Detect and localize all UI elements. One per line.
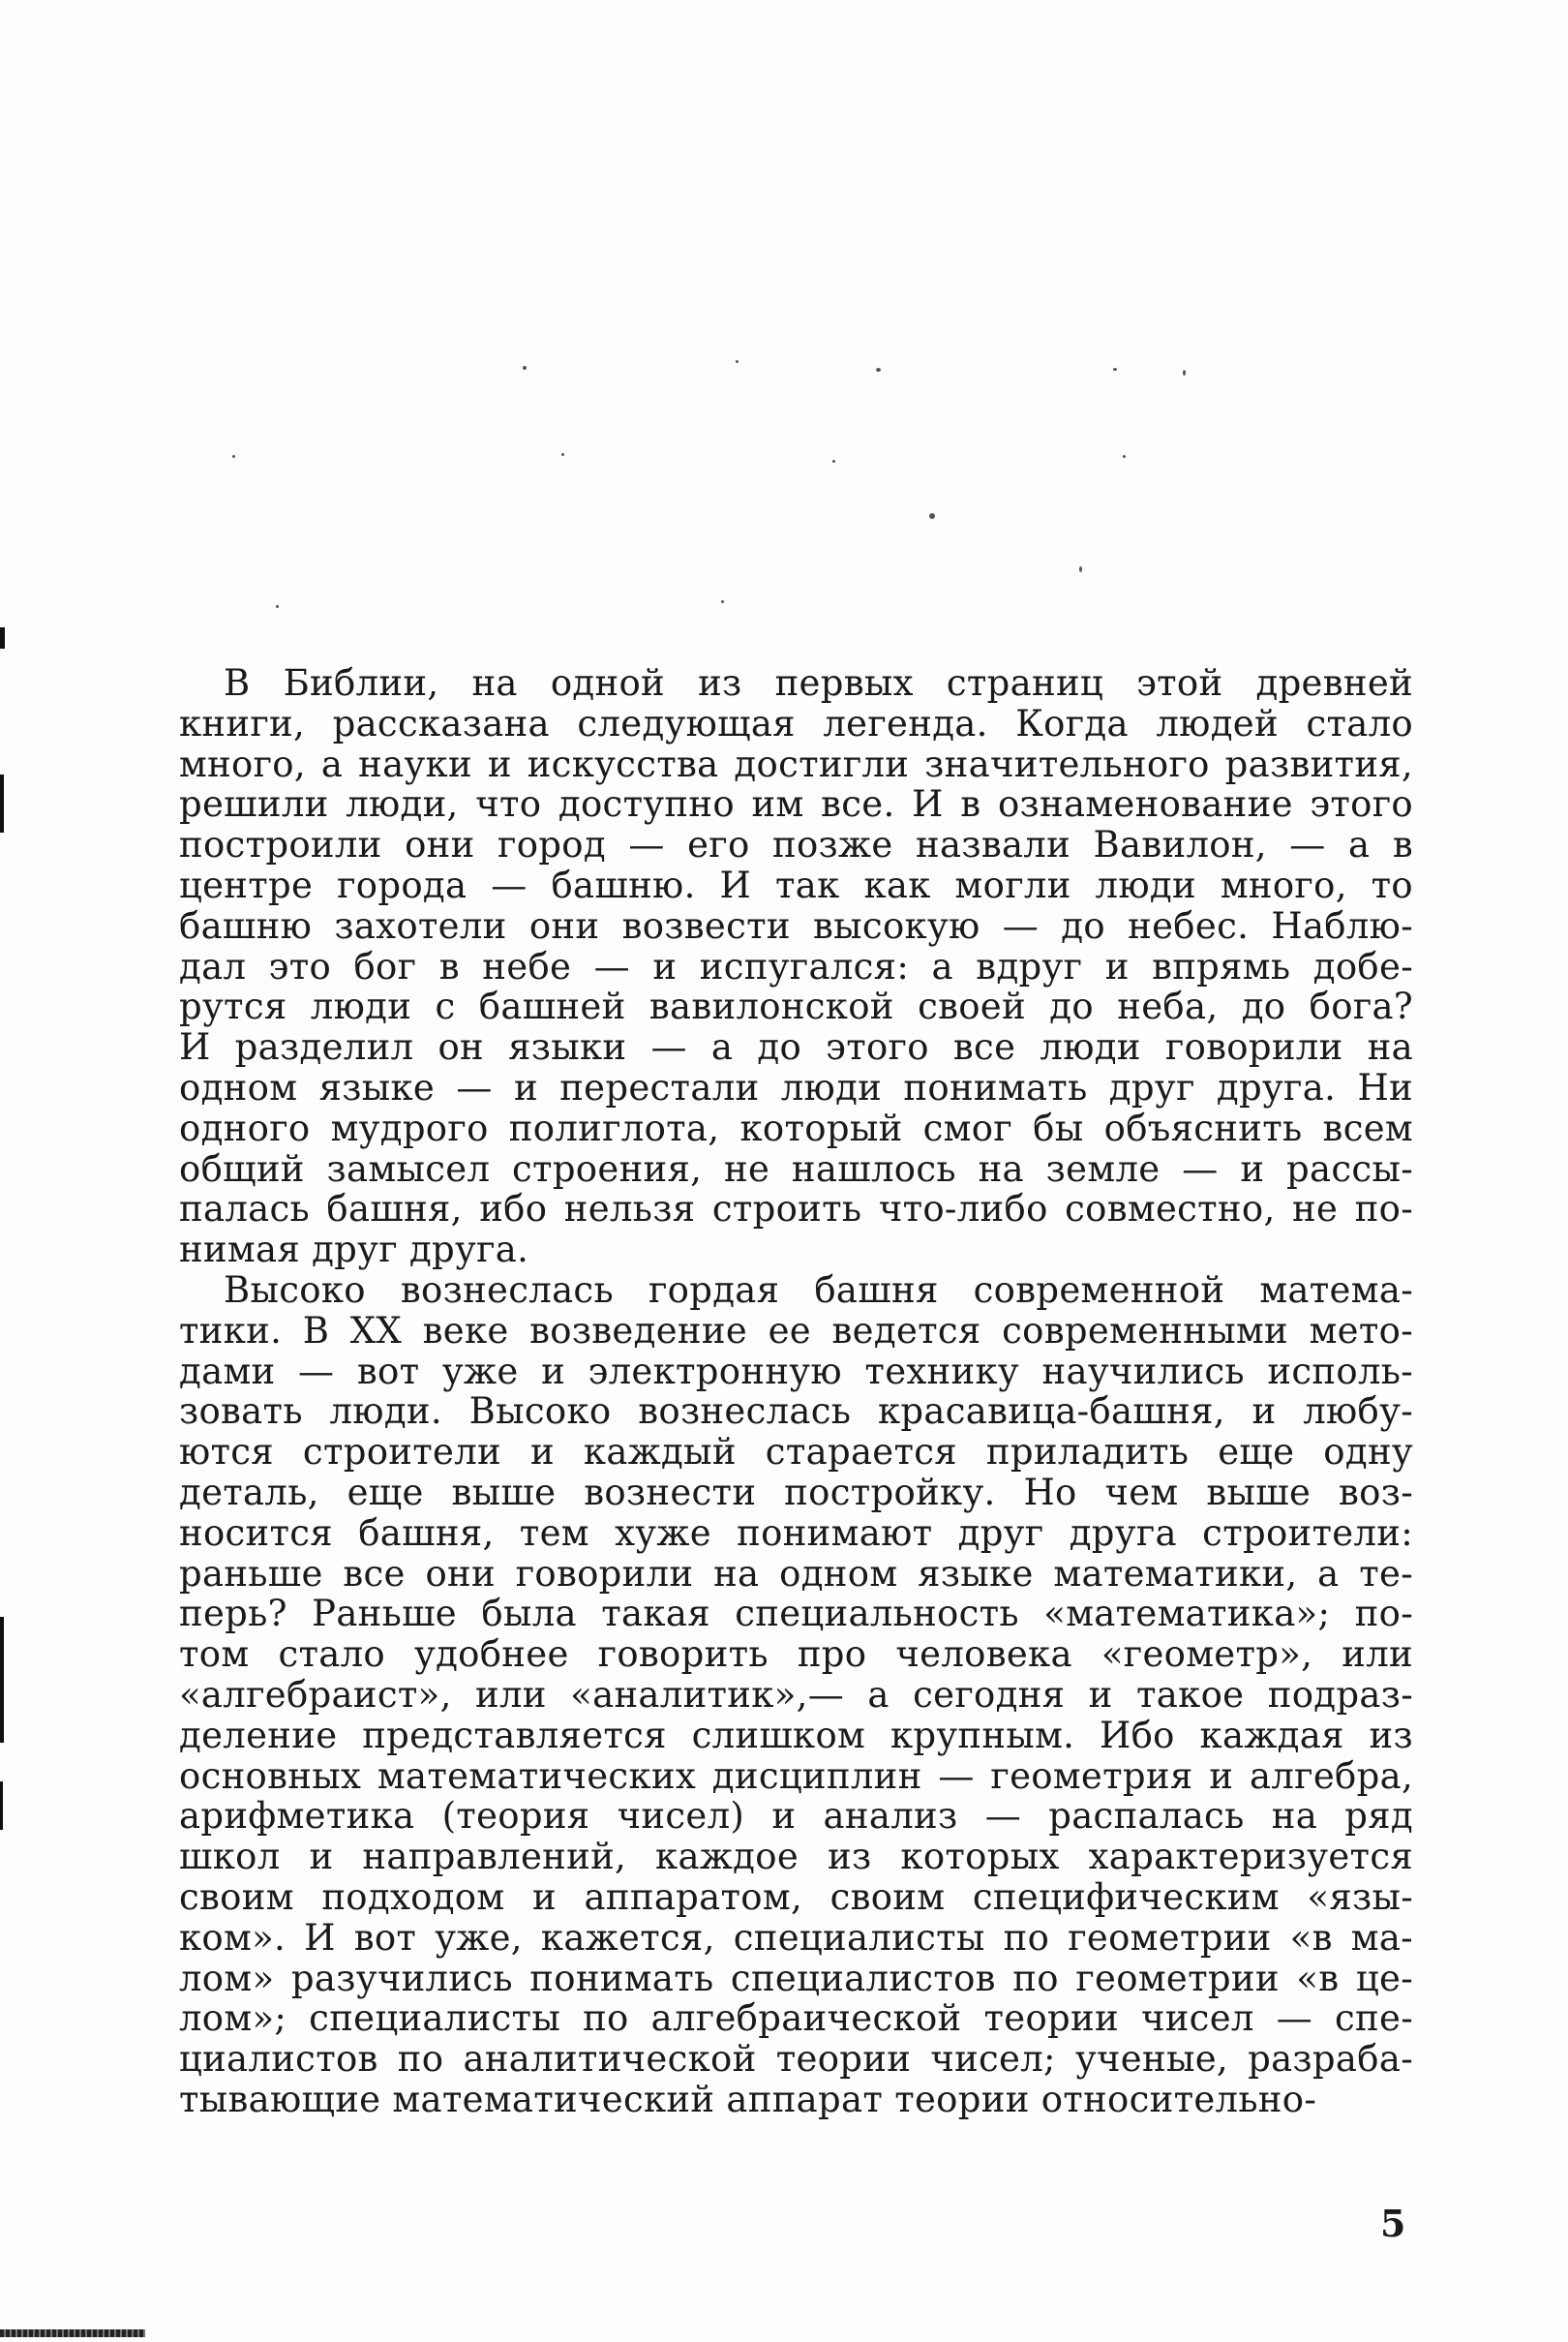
- text-line: ком». И вот уже, кажется, специалисты по геометрии «в ма-: [179, 1916, 1413, 1959]
- scan-speck: [876, 368, 881, 372]
- text-line: перь? Раньше была такая специальность «математика»; по-: [179, 1593, 1413, 1635]
- text-line: много, а науки и искусства достигли значительного развития,: [179, 743, 1413, 785]
- binding-edge-mark: [0, 627, 5, 649]
- text-line: том стало удобнее говорить про человека «геометр», или: [179, 1633, 1413, 1676]
- text-line: деление представляется слишком крупным. Ибо каждая из: [179, 1714, 1413, 1756]
- text-line: дами — вот уже и электронную технику научились исполь-: [179, 1350, 1413, 1392]
- scan-speck: [1123, 455, 1126, 458]
- text-line: лом»; специалисты по алгебраической теории чисел — спе-: [179, 1997, 1413, 2040]
- text-line: лом» разучились понимать специалистов по геометрии «в це-: [179, 1957, 1413, 1999]
- text-line: центре города — башню. И так как могли люди много, то: [179, 864, 1413, 906]
- scan-speck: [276, 605, 279, 608]
- scan-speck: [929, 513, 935, 519]
- scan-speck: [523, 366, 527, 370]
- scan-speck: [721, 600, 724, 603]
- text-line: одном языке — и перестали люди понимать друг друга. Ни: [179, 1066, 1413, 1109]
- scan-speck: [1183, 370, 1186, 376]
- text-line: башню захотели они возвести высокую — до небес. Наблю-: [179, 904, 1413, 947]
- scan-speck: [232, 455, 235, 458]
- text-line: школ и направлений, каждое из которых характеризуется: [179, 1836, 1413, 1878]
- text-line: решили люди, что доступно им все. И в ознаменование этого: [179, 783, 1413, 826]
- page-number: 5: [1380, 2202, 1406, 2245]
- text-line: деталь, еще выше вознести постройку. Но чем выше воз-: [179, 1471, 1413, 1513]
- text-line: И разделил он языки — а до этого все люди говорили на: [179, 1026, 1413, 1069]
- text-line: тики. В XX веке возведение ее ведется современными мето-: [179, 1309, 1413, 1352]
- scan-speck: [561, 453, 564, 456]
- paragraph: [179, 1270, 1413, 2120]
- text-line: тывающие математический аппарат теории относительно-: [179, 2078, 1317, 2120]
- main-text: [179, 663, 1413, 2120]
- text-line: В Библии, на одной из первых страниц этой древней: [224, 662, 1413, 704]
- text-line: носится башня, тем хуже понимают друг друга строители:: [179, 1511, 1413, 1554]
- text-line: зовать люди. Высоко вознеслась красавица-башня, и любу-: [179, 1390, 1413, 1433]
- binding-edge-mark: [0, 775, 4, 833]
- text-line: общий замысел строения, не нашлось на земле — и рассы-: [179, 1147, 1413, 1190]
- text-line: своим подходом и аппаратом, своим специфическим «язы-: [179, 1875, 1413, 1918]
- text-line: книги, рассказана следующая легенда. Когда людей стало: [179, 702, 1413, 745]
- text-line: основных математических дисциплин — геометрия и алгебра,: [179, 1754, 1413, 1797]
- text-line: ются строители и каждый старается приладить еще одну: [179, 1431, 1413, 1474]
- scan-bottom-strip: [0, 2329, 145, 2337]
- text-line: одного мудрого полиглота, который смог бы объяснить всем: [179, 1107, 1413, 1149]
- text-line: раньше все они говорили на одном языке математики, а те-: [179, 1552, 1413, 1595]
- paragraph: [179, 663, 1413, 1270]
- text-line: «алгебраист», или «аналитик»,— а сегодня и такое подраз-: [179, 1673, 1413, 1716]
- binding-edge-mark: [0, 1617, 4, 1743]
- scan-speck: [832, 460, 835, 463]
- scan-speck: [736, 360, 739, 363]
- scan-speck: [1113, 368, 1117, 371]
- text-line: рутся люди с башней вавилонской своей до неба, до бога?: [179, 986, 1413, 1028]
- text-line: Высоко вознеслась гордая башня современной матема-: [224, 1268, 1413, 1311]
- text-line: циалистов по аналитической теории чисел; ученые, разраба-: [179, 2038, 1413, 2081]
- text-line: палась башня, ибо нельзя строить что-либо совместно, не по-: [179, 1188, 1413, 1231]
- text-line: построили они город — его позже назвали Вавилон, — а в: [179, 824, 1413, 867]
- binding-edge-mark: [0, 1781, 3, 1830]
- scan-speck: [1079, 566, 1082, 572]
- text-line: дал это бог в небе — и испугался: а вдруг и впрямь добе-: [179, 945, 1413, 988]
- text-line: нимая друг друга.: [179, 1229, 529, 1271]
- text-line: арифметика (теория чисел) и анализ — распалась на ряд: [179, 1795, 1413, 1838]
